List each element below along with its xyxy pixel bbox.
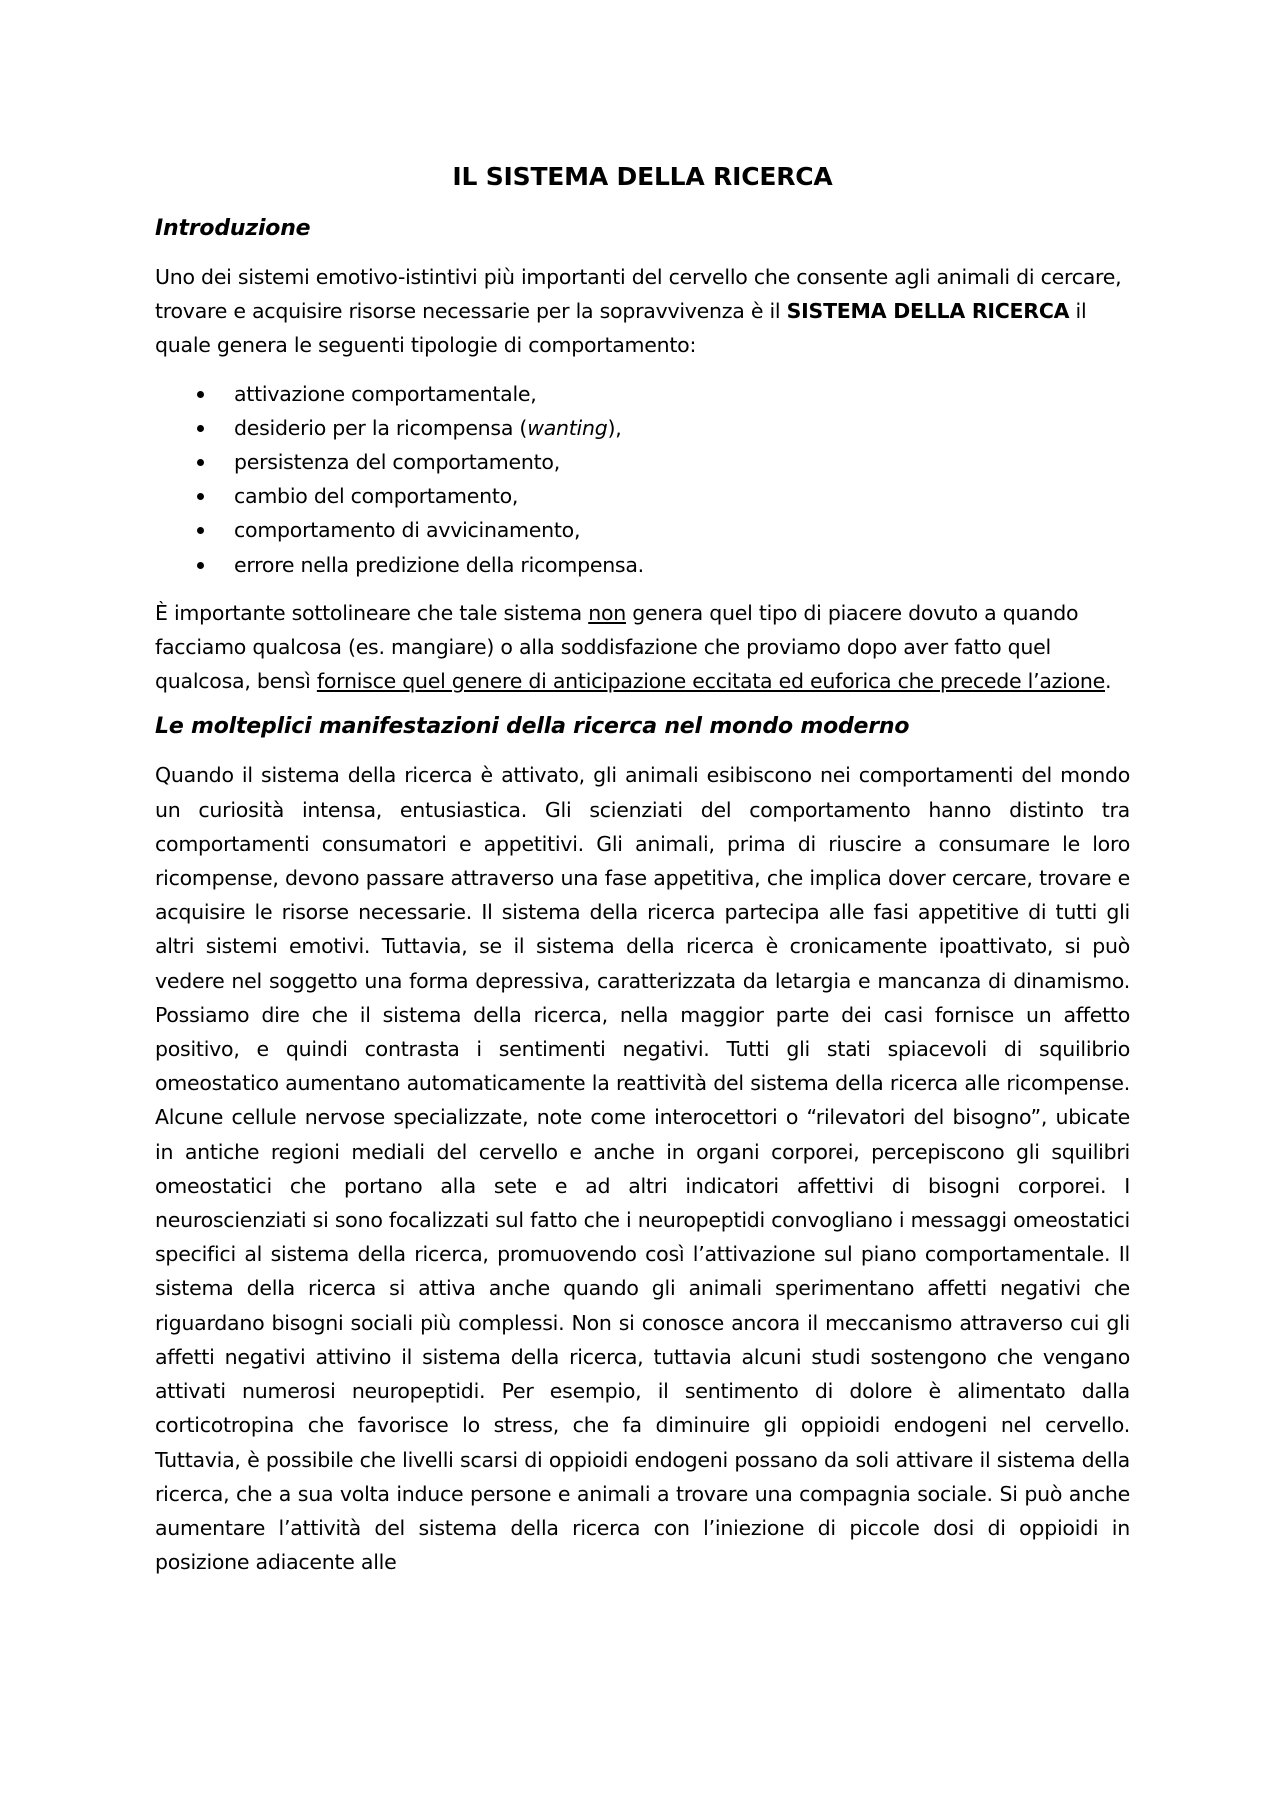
list-item — [155, 513, 1130, 547]
intro-paragraph — [155, 260, 1130, 363]
bullet-icon — [197, 493, 204, 500]
list-item-text: attivazione comportamentale, — [234, 381, 537, 406]
intro-paragraph-text: Uno dei sistemi emotivo-istintivi più importanti del cervello che consente agli animali di cercare, trovare e acquisire risorse necessarie per la sopravvivenza è il — [155, 265, 1122, 324]
section-heading-introduzione: Introduzione — [155, 216, 311, 241]
underlined-phrase: fornisce quel genere di anticipazione eccitata ed euforica che precede l’azione — [316, 669, 1106, 694]
document-title: IL SISTEMA DELLA RICERCA — [452, 162, 833, 191]
note-text-end: . — [1105, 669, 1112, 694]
list-item — [155, 377, 1130, 411]
intro-paragraph-bold: SISTEMA DELLA RICERCA — [786, 299, 1070, 324]
list-item-text: comportamento di avvicinamento, — [234, 518, 581, 543]
bullet-icon — [197, 391, 204, 398]
list-item — [155, 479, 1130, 513]
body-paragraph: Quando il sistema della ricerca è attivato, gli animali esibiscono nei comportamenti del mondo un curiosità intensa, entusiastica. Gli scienziati del comportamento hanno distinto tra comportamenti consumatori e appetitivi. Gli animali, prima di riuscire a consumare le loro ricompense, devono passare attraverso una fase appetitiva, che implica dover cercare, trovare e acquisire le risorse necessarie. Il sistema della ricerca partecipa alle fasi appetitive di tutti gli altri sistemi emotivi. Tuttavia, se il sistema della ricerca è cronicamente ipoattivato, si può vedere nel soggetto una forma depressiva, caratterizzata da letargia e mancanza di dinamismo. Possiamo dire che il sistema della ricerca, nella maggior parte dei casi fornisce un affetto positivo, e quindi contrasta i sentimenti negativi. Tutti gli stati spiacevoli di squilibrio omeostatico aumentano automaticamente la reattività del sistema della ricerca alle ricompense. Alcune cellule nervose specializzate, note come interocettori o “rilevatori del bisogno”, ubicate in antiche regioni mediali del cervello e anche in organi corporei, percepiscono gli squilibri omeostatici che portano alla sete e ad altri indicatori affettivi di bisogni corporei. I neuroscienziati si sono focalizzati sul fatto che i neuropeptidi convogliano i messaggi omeostatici specifici al sistema della ricerca, promuovendo così l’attivazione sul piano comportamentale. Il sistema della ricerca si attiva anche quando gli animali sperimentano affetti negativi che riguardano bisogni sociali più complessi. Non si conosce ancora il meccanismo attraverso cui gli affetti negativi attivino il sistema della ricerca, tuttavia alcuni studi sostengono che vengano attivati numerosi neuropeptidi. Per esempio, il sentimento di dolore è alimentato dalla corticotropina che favorisce lo stress, che fa diminuire gli oppioidi endogeni nel cervello. Tuttavia, è possibile che livelli scarsi di oppioidi endogeni possano da soli attivare il sistema della ricerca, che a sua volta induce persone e animali a trovare una compagnia sociale. Si può anche aumentare l’attività del sistema della ricerca con l’iniezione di piccole dosi di oppioidi in posizione adiacente alle — [155, 763, 1130, 1575]
note-paragraph — [155, 596, 1130, 699]
list-item-text: persistenza del comportamento, — [234, 450, 560, 475]
bullet-icon — [197, 459, 204, 466]
list-item — [155, 411, 1130, 445]
note-text: È importante sottolineare che tale sistema — [155, 600, 589, 625]
section-heading-manifestazioni: Le molteplici manifestazioni della ricerca nel mondo moderno — [155, 714, 910, 740]
note-text-middle: genera quel tipo di piacere dovuto a quando facciamo qualcosa (es. mangiare) o alla soddisfazione che proviamo dopo aver fatto quel qualcosa, bensì — [155, 600, 1079, 694]
behavior-list — [155, 377, 1130, 582]
bullet-icon — [197, 527, 204, 534]
bullet-icon — [197, 562, 204, 569]
underlined-non: non — [588, 600, 626, 625]
list-item-text-end: ), — [607, 415, 622, 440]
list-item-text: desiderio per la ricompensa ( — [234, 415, 528, 440]
bullet-icon — [197, 425, 204, 432]
list-item — [155, 548, 1130, 582]
intro-paragraph-text-end: il quale genera le seguenti tipologie di comportamento: — [155, 299, 1087, 358]
list-item-italic: wanting — [527, 415, 608, 440]
document-content — [155, 160, 1130, 1593]
list-item — [155, 445, 1130, 479]
list-item-text: cambio del comportamento, — [234, 484, 519, 509]
list-item-text: errore nella predizione della ricompensa. — [234, 552, 644, 577]
